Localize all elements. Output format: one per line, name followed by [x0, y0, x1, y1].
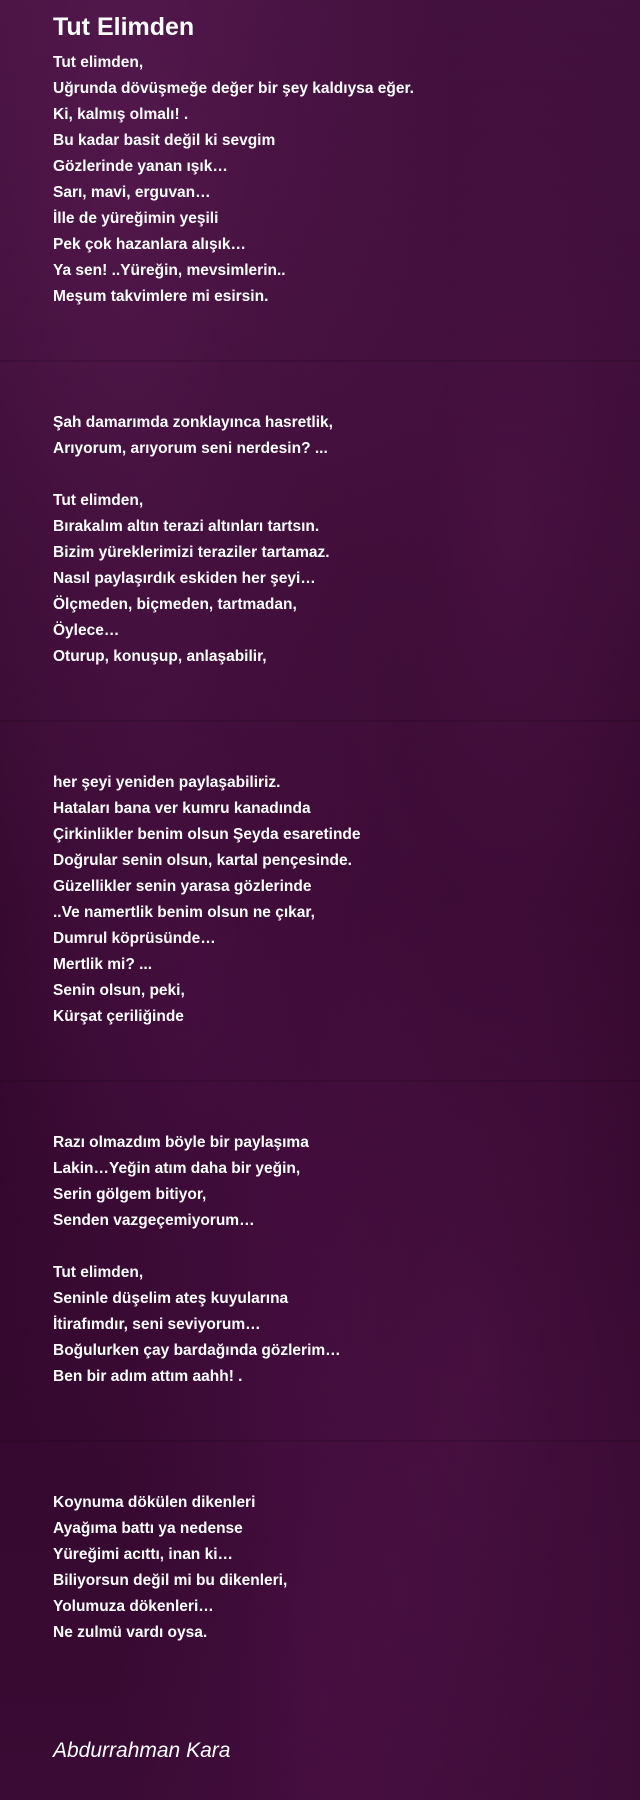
poem-line: Meşum takvimlere mi esirsin. — [53, 288, 269, 305]
poem-line: her şeyi yeniden paylaşabiliriz. — [53, 774, 281, 791]
poem-line: Nasıl paylaşırdık eskiden her şeyi… — [53, 570, 316, 587]
poem-line: Çirkinlikler benim olsun Şeyda esaretinde — [53, 826, 361, 843]
poem-line: Bu kadar basit değil ki sevgim — [53, 132, 276, 149]
poem-line: Bırakalım altın terazi altınları tartsın. — [53, 518, 320, 535]
poem-line: Mertlik mi? ... — [53, 956, 153, 973]
poem-title: Tut Elimden — [53, 13, 195, 41]
poem-line: Kürşat çeriliğinde — [53, 1008, 184, 1025]
author-name: Abdurrahman Kara — [53, 1739, 231, 1762]
poem-line: Dumrul köprüsünde… — [53, 930, 216, 947]
poem-line: Ki, kalmış olmalı! . — [53, 106, 189, 123]
poem-line: Uğrunda dövüşmeğe değer bir şey kaldıysa eğer. — [53, 80, 414, 97]
poem-line: Ben bir adım attım aahh! . — [53, 1368, 243, 1385]
poem-line: Razı olmazdım böyle bir paylaşıma — [53, 1134, 309, 1151]
poem-line: Biliyorsun değil mi bu dikenleri, — [53, 1572, 288, 1589]
stanza-3 — [53, 770, 361, 1030]
poem-line: Tut elimden, — [53, 492, 144, 509]
stanza-break — [53, 462, 333, 488]
poem-line: İtirafımdır, seni seviyorum… — [53, 1316, 261, 1333]
poem-line: Gözlerinde yanan ışık… — [53, 158, 228, 175]
poem-line: Güzellikler senin yarasa gözlerinde — [53, 878, 312, 895]
poem-line: Seninle düşelim ateş kuyularına — [53, 1290, 289, 1307]
poem-line: Ayağıma battı ya nedense — [53, 1520, 243, 1537]
poem-line: Ölçmeden, biçmeden, tartmadan, — [53, 596, 297, 613]
poem-line: Oturup, konuşup, anlaşabilir, — [53, 648, 267, 665]
poem-line: Ya sen! ..Yüreğin, mevsimlerin.. — [53, 262, 286, 279]
poem-line: Doğrular senin olsun, kartal pençesinde. — [53, 852, 352, 869]
poem-line: Senden vazgeçemiyorum… — [53, 1212, 255, 1229]
poem-line: Ne zulmü vardı oysa. — [53, 1624, 208, 1641]
poem-line: Şah damarımda zonklayınca hasretlik, — [53, 414, 333, 431]
poem-line: Sarı, mavi, erguvan… — [53, 184, 211, 201]
stanza-2 — [53, 410, 333, 670]
background-seam-2 — [0, 720, 640, 722]
stanza-4 — [53, 1130, 341, 1390]
poem-line: Tut elimden, — [53, 54, 144, 71]
poem-line: Bizim yüreklerimizi teraziler tartamaz. — [53, 544, 330, 561]
poem-line: Arıyorum, arıyorum seni nerdesin? ... — [53, 440, 328, 457]
poem-line: Yolumuza dökenleri… — [53, 1598, 214, 1615]
poem-line: Tut elimden, — [53, 1264, 144, 1281]
poem-line: ..Ve namertlik benim olsun ne çıkar, — [53, 904, 315, 921]
poem-line: Senin olsun, peki, — [53, 982, 185, 999]
stanza-5 — [53, 1490, 287, 1646]
poem-line: Boğulurken çay bardağında gözlerim… — [53, 1342, 341, 1359]
poem-line: Pek çok hazanlara alışık… — [53, 236, 246, 253]
background-seam-1 — [0, 360, 640, 362]
poem-line: Koynuma dökülen dikenleri — [53, 1494, 256, 1511]
background-seam-3 — [0, 1080, 640, 1082]
poem-line: İlle de yüreğimin yeşili — [53, 210, 219, 227]
stanza-break — [53, 1234, 341, 1260]
poem-line: Yüreğimi acıttı, inan ki… — [53, 1546, 234, 1563]
poem-line: Serin gölgem bitiyor, — [53, 1186, 207, 1203]
background-seam-4 — [0, 1440, 640, 1442]
poem-line: Lakin…Yeğin atım daha bir yeğin, — [53, 1160, 301, 1177]
poem-line: Hataları bana ver kumru kanadında — [53, 800, 311, 817]
stanza-1 — [53, 50, 414, 310]
poem-line: Öylece… — [53, 622, 120, 639]
